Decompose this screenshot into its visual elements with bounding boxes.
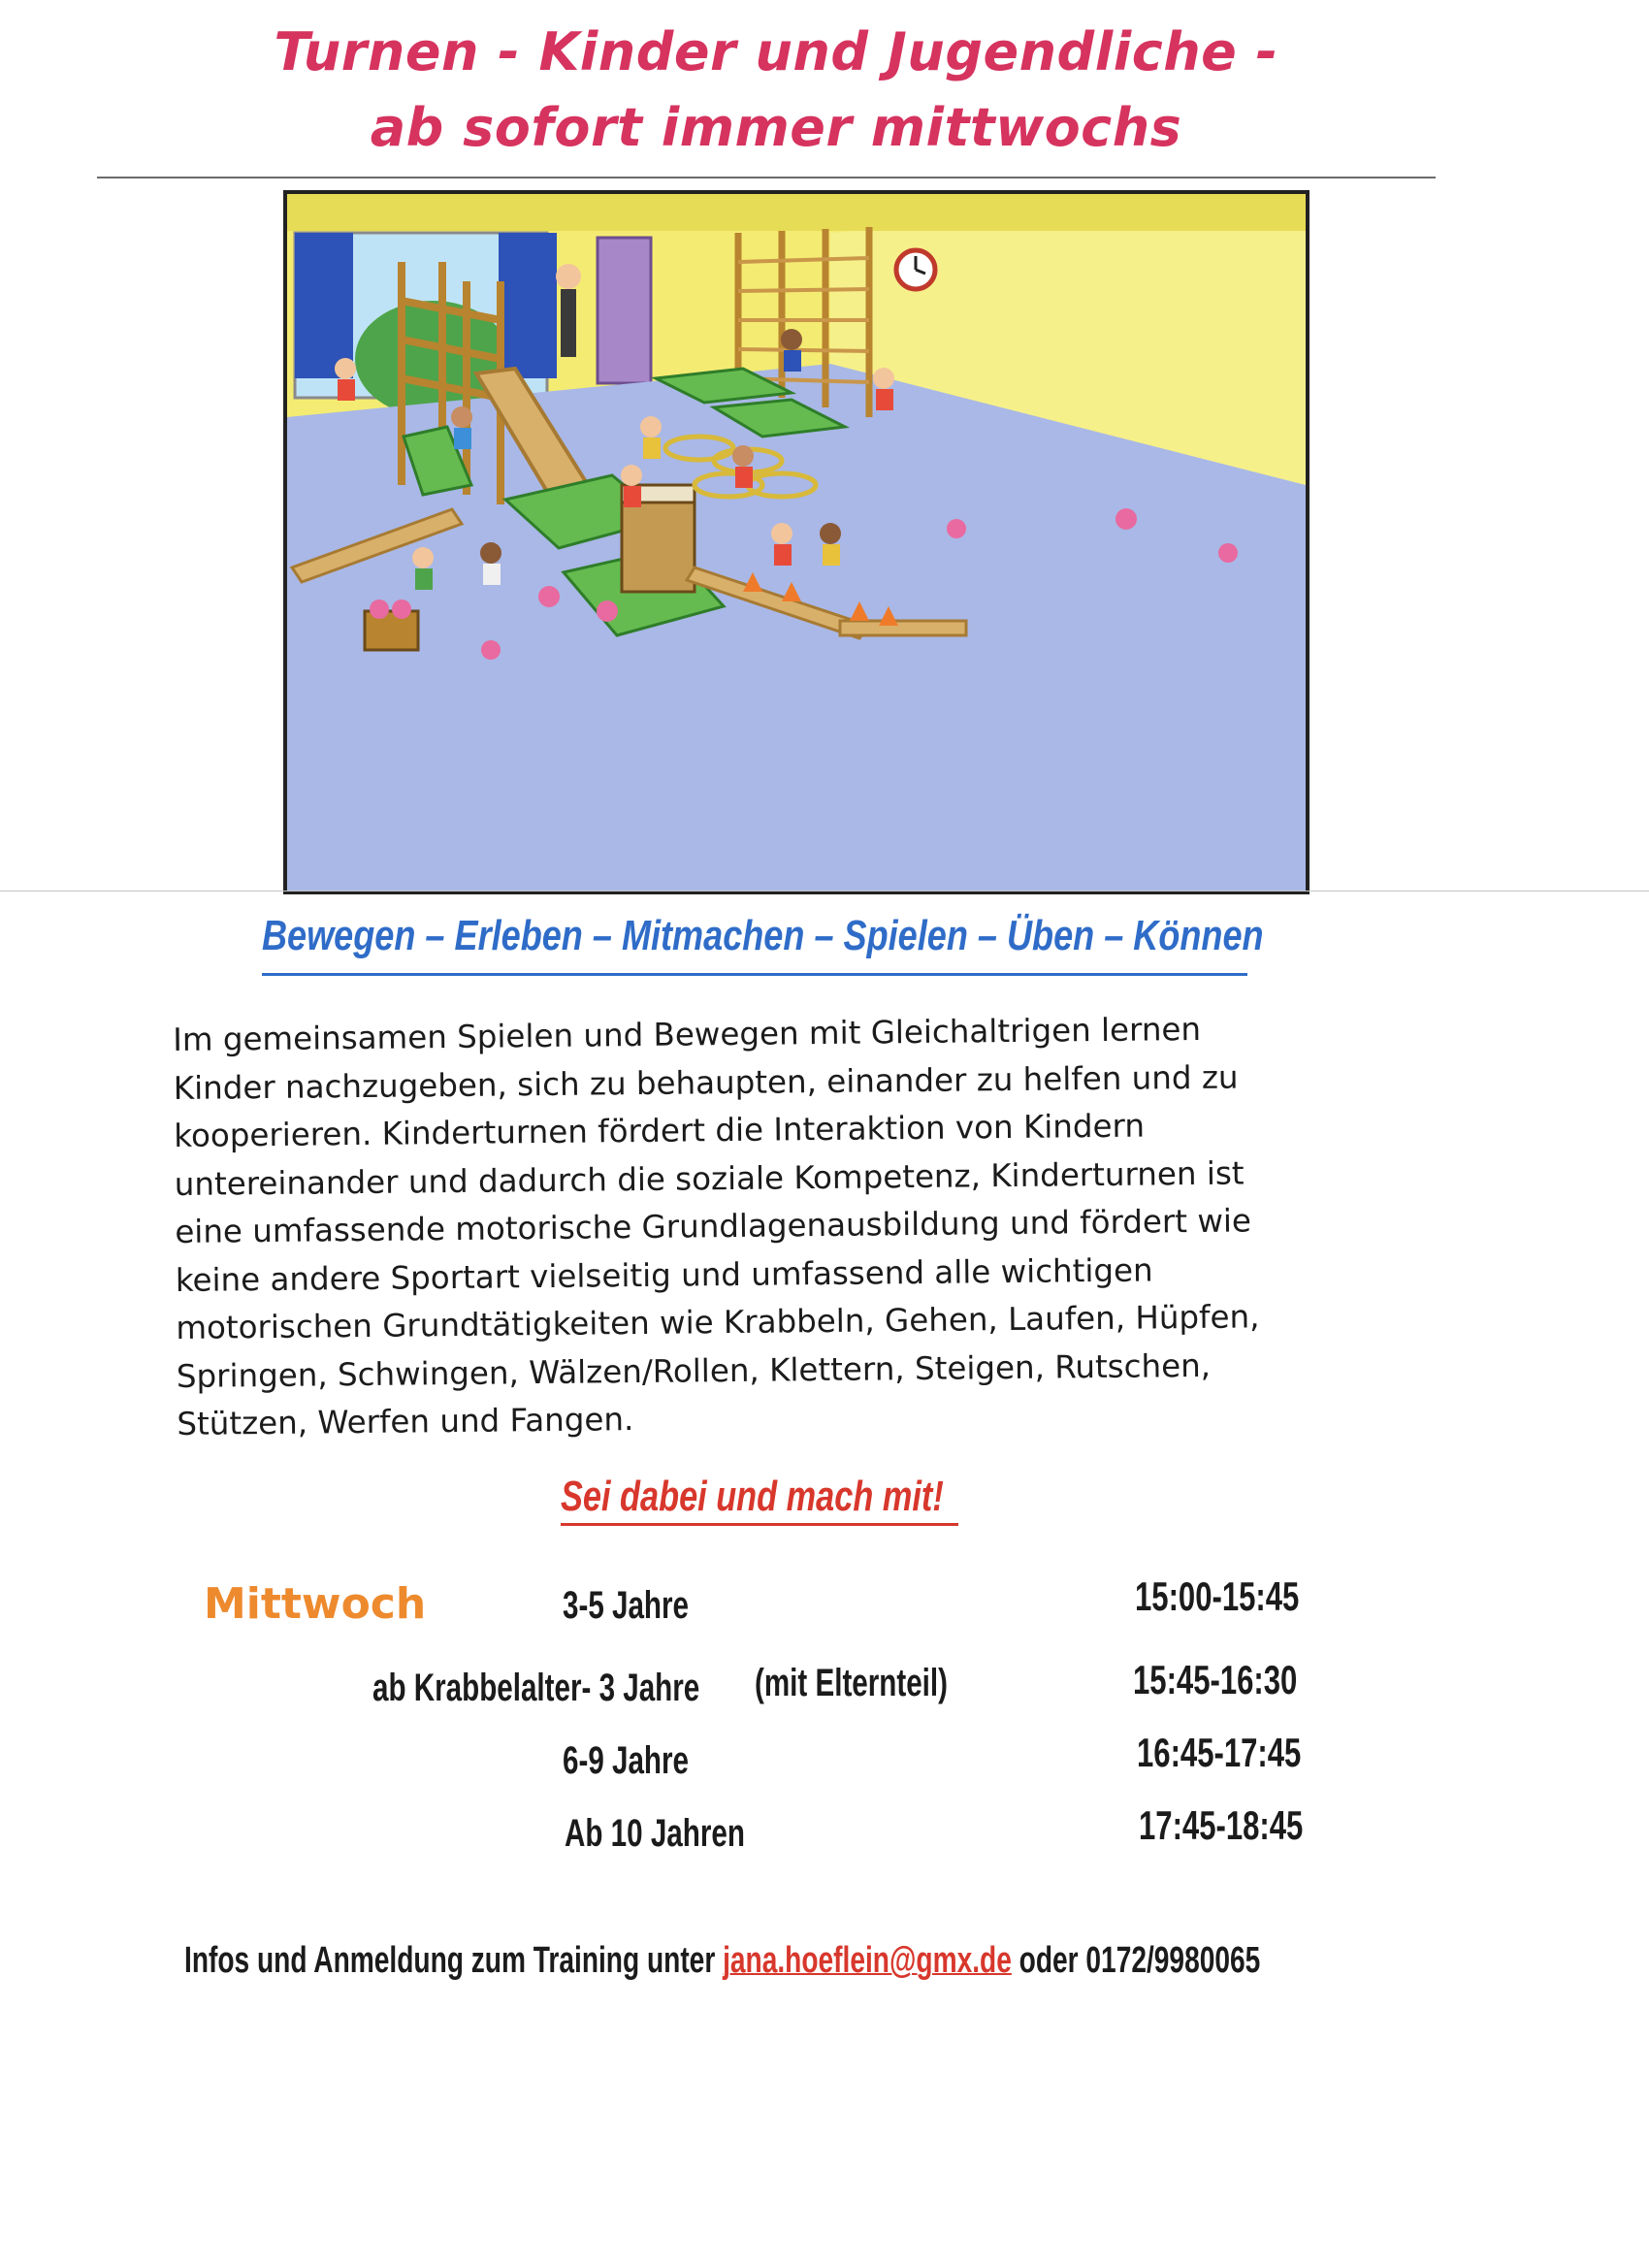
schedule-day: Mittwoch <box>204 1579 427 1629</box>
description-line: kooperieren. Kinderturnen fördert die Interaktion von Kindern <box>174 1107 1146 1154</box>
cta-underline <box>561 1523 958 1526</box>
schedule-age: 6-9 Jahre <box>563 1739 689 1782</box>
schedule-age: ab Krabbelalter- 3 Jahre <box>372 1667 700 1709</box>
schedule-time: 16:45-17:45 <box>1137 1730 1302 1775</box>
footer-prefix: Infos und Anmeldung zum Training unter <box>184 1940 716 1981</box>
gym-hall-illustration <box>283 190 1310 894</box>
email-link[interactable]: jana.hoeflein@gmx.de <box>723 1940 1012 1981</box>
description-line: Im gemeinsamen Spielen und Bewegen mit Gleichaltrigen lernen <box>173 1010 1202 1058</box>
schedule-time: 17:45-18:45 <box>1139 1802 1304 1848</box>
title-line-2: ab sofort immer mittwochs <box>370 97 1182 158</box>
motto-underline <box>262 973 1247 976</box>
call-to-action: Sei dabei und mach mit! <box>561 1473 944 1520</box>
title-divider <box>97 177 1436 178</box>
description-line: untereinander und dadurch die soziale Kompetenz, Kinderturnen ist <box>174 1153 1245 1203</box>
description-line: Springen, Schwingen, Wälzen/Rollen, Klettern, Steigen, Rutschen, <box>176 1346 1212 1395</box>
description-line: Stützen, Werfen und Fangen. <box>177 1401 634 1442</box>
description-paragraph <box>173 1004 1371 1448</box>
title-line-1: Turnen - Kinder und Jugendliche - <box>274 21 1278 82</box>
phone-number: 0172/9980065 <box>1085 1940 1261 1981</box>
schedule-note: (mit Elternteil) <box>755 1662 948 1704</box>
schedule-age: Ab 10 Jahren <box>565 1812 745 1855</box>
description-line: keine andere Sportart vielseitig und umfassend alle wichtigen <box>175 1250 1153 1299</box>
description-line: eine umfassende motorische Grundlagenausbildung und fördert wie <box>175 1202 1252 1250</box>
schedule-age: 3-5 Jahre <box>563 1584 689 1627</box>
motto-heading: Bewegen – Erleben – Mitmachen – Spielen – Üben – Können <box>262 912 1264 959</box>
contact-footer <box>184 1940 1260 1982</box>
schedule-time: 15:00-15:45 <box>1135 1573 1300 1619</box>
footer-middle: oder <box>1018 1940 1079 1981</box>
description-line: Kinder nachzugeben, sich zu behaupten, einander zu helfen und zu <box>173 1058 1239 1107</box>
description-line: motorischen Grundtätigkeiten wie Krabbeln, Gehen, Laufen, Hüpfen, <box>176 1298 1260 1346</box>
schedule-time: 15:45-16:30 <box>1133 1657 1298 1702</box>
